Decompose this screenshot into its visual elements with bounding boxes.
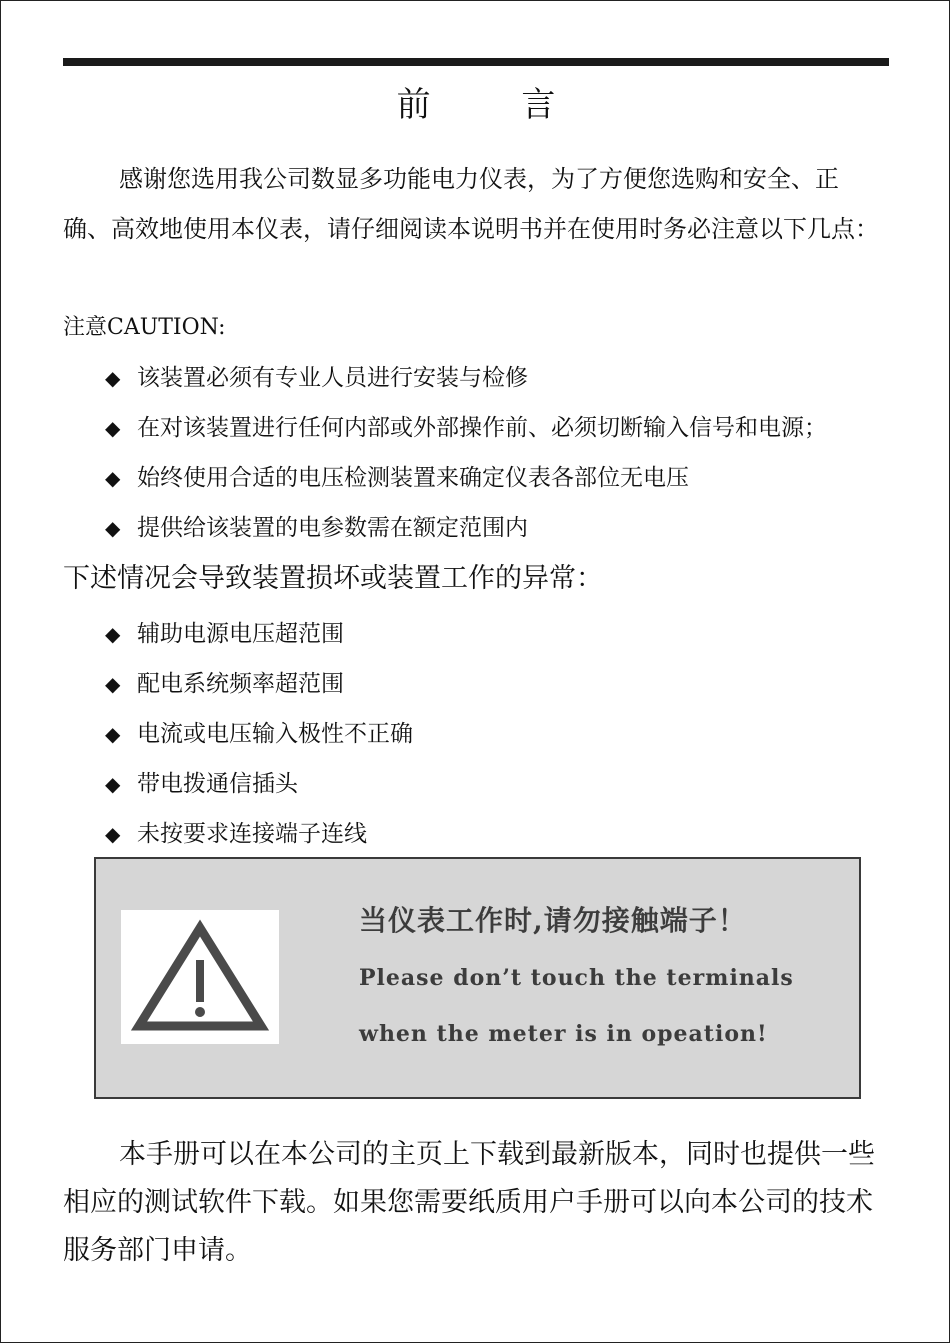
list-item: ◆ 提供给该装置的电参数需在额定范围内 xyxy=(105,503,945,553)
diamond-bullet-icon: ◆ xyxy=(105,822,121,846)
list-item: ◆ 配电系统频率超范围 xyxy=(105,659,945,709)
list-item: ◆ 带电拨通信插头 xyxy=(105,759,945,809)
warning-text-en-line1: Please don’t touch the terminals xyxy=(359,965,794,991)
warning-icon-panel xyxy=(121,910,279,1044)
diamond-bullet-icon: ◆ xyxy=(105,772,121,796)
diamond-bullet-icon: ◆ xyxy=(105,416,121,440)
warning-text-cn: 当仪表工作时,请勿接触端子！ xyxy=(359,904,747,937)
footer-paragraph: 本手册可以在本公司的主页上下载到最新版本，同时也提供一些相应的测试软件下载。如果您需要纸质用户手册可以向本公司的技术服务部门申请。 xyxy=(63,1139,875,1266)
list-item: ◆ 在对该装置进行任何内部或外部操作前、必须切断输入信号和电源； xyxy=(105,403,945,453)
list-item: ◆ 未按要求连接端子连线 xyxy=(105,809,945,859)
diamond-bullet-icon: ◆ xyxy=(105,516,121,540)
caution-list xyxy=(105,353,945,553)
page-title: 前 言 xyxy=(396,85,596,125)
diamond-bullet-icon: ◆ xyxy=(105,366,121,390)
list-item: ◆ 辅助电源电压超范围 xyxy=(105,609,945,659)
list-item: ◆ 电流或电压输入极性不正确 xyxy=(105,709,945,759)
diamond-bullet-icon: ◆ xyxy=(105,722,121,746)
caution-label: 注意CAUTION: xyxy=(63,315,226,340)
diamond-bullet-icon: ◆ xyxy=(105,466,121,490)
damage-list xyxy=(105,609,945,859)
damage-heading: 下述情况会导致装置损坏或装置工作的异常： xyxy=(63,563,603,594)
top-rule xyxy=(63,58,889,66)
list-item: ◆ 该装置必须有专业人员进行安装与检修 xyxy=(105,353,945,403)
warning-text-en-line2: when the meter is in opeation! xyxy=(359,1021,768,1047)
diamond-bullet-icon: ◆ xyxy=(105,672,121,696)
diamond-bullet-icon: ◆ xyxy=(105,622,121,646)
warning-box xyxy=(94,857,861,1099)
warning-triangle-icon xyxy=(121,910,279,1044)
intro-paragraph: 感谢您选用我公司数显多功能电力仪表，为了方便您选购和安全、正确、高效地使用本仪表，请仔细阅读本说明书并在使用时务必注意以下几点： xyxy=(63,165,879,243)
list-item: ◆ 始终使用合适的电压检测装置来确定仪表各部位无电压 xyxy=(105,453,945,503)
